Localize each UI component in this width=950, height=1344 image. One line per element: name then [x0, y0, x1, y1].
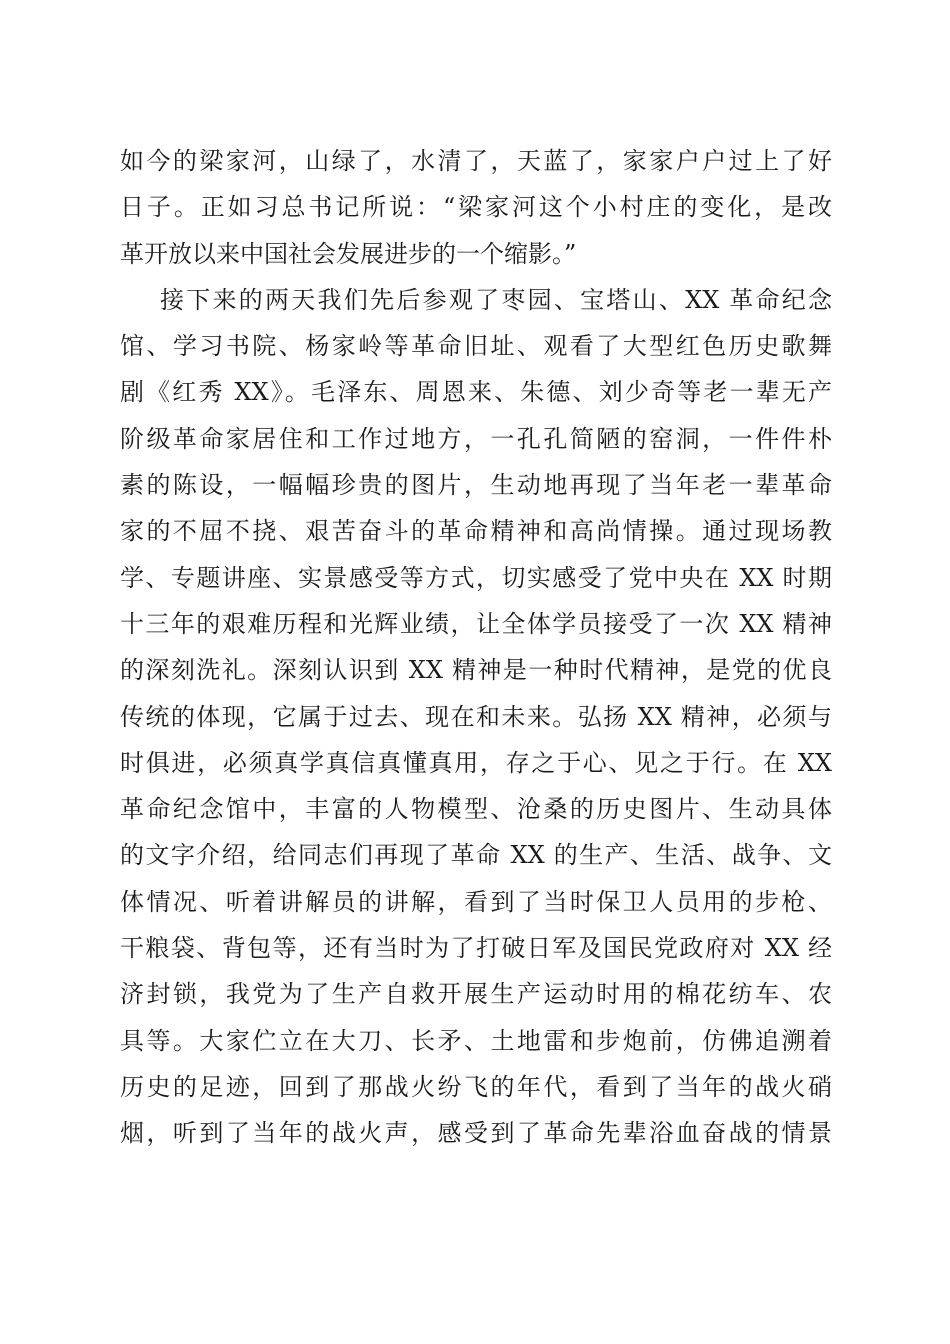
text-line: 济封锁，我党为了生产自救开展生产运动时用的棉花纺车、农	[120, 980, 832, 1009]
text-line: 十三年的艰难历程和光辉业绩，让全体学员接受了一次 XX 精神	[120, 609, 832, 638]
text-line: 革开放以来中国社会发展进步的一个缩影。”	[120, 239, 577, 268]
text-line: 学、专题讲座、实景感受等方式，切实感受了党中央在 XX 时期	[120, 563, 832, 592]
paragraph-2	[120, 277, 832, 1157]
text-line: 家的不屈不挠、艰苦奋斗的革命精神和高尚情操。通过现场教	[120, 517, 832, 546]
text-line: 历史的足迹，回到了那战火纷飞的年代，看到了当年的战火硝	[120, 1072, 832, 1101]
text-line: 体情况、听着讲解员的讲解，看到了当时保卫人员用的步枪、	[120, 887, 832, 916]
text-line: 具等。大家伫立在大刀、长矛、土地雷和步炮前，仿佛追溯着	[120, 1026, 832, 1055]
text-line: 馆、学习书院、杨家岭等革命旧址、观看了大型红色历史歌舞	[120, 332, 832, 361]
text-line: 素的陈设，一幅幅珍贵的图片，生动地再现了当年老一辈革命	[120, 471, 832, 500]
text-line: 干粮袋、背包等，还有当时为了打破日军及国民党政府对 XX 经	[120, 934, 832, 963]
paragraph-1	[120, 138, 832, 277]
text-line: 剧《红秀 XX》。毛泽东、周恩来、朱德、刘少奇等老一辈无产	[120, 378, 832, 407]
document-body	[120, 138, 832, 1157]
text-line: 的深刻洗礼。深刻认识到 XX 精神是一种时代精神，是党的优良	[120, 656, 832, 685]
text-line: 革命纪念馆中，丰富的人物模型、沧桑的历史图片、生动具体	[120, 795, 832, 824]
text-line: 的文字介绍，给同志们再现了革命 XX 的生产、生活、战争、文	[120, 841, 832, 870]
text-line: 接下来的两天我们先后参观了枣园、宝塔山、XX 革命纪念	[160, 285, 832, 314]
text-line: 时俱进，必须真学真信真懂真用，存之于心、见之于行。在 XX	[120, 748, 832, 777]
text-line: 烟，听到了当年的战火声，感受到了革命先辈浴血奋战的情景	[120, 1119, 832, 1148]
text-line: 传统的体现，它属于过去、现在和未来。弘扬 XX 精神，必须与	[120, 702, 832, 731]
text-line: 如今的梁家河，山绿了，水清了，天蓝了，家家户户过上了好	[120, 147, 832, 175]
text-line: 日子。正如习总书记所说：“梁家河这个小村庄的变化，是改	[120, 193, 832, 222]
text-line: 阶级革命家居住和工作过地方，一孔孔简陋的窑洞，一件件朴	[120, 424, 832, 453]
